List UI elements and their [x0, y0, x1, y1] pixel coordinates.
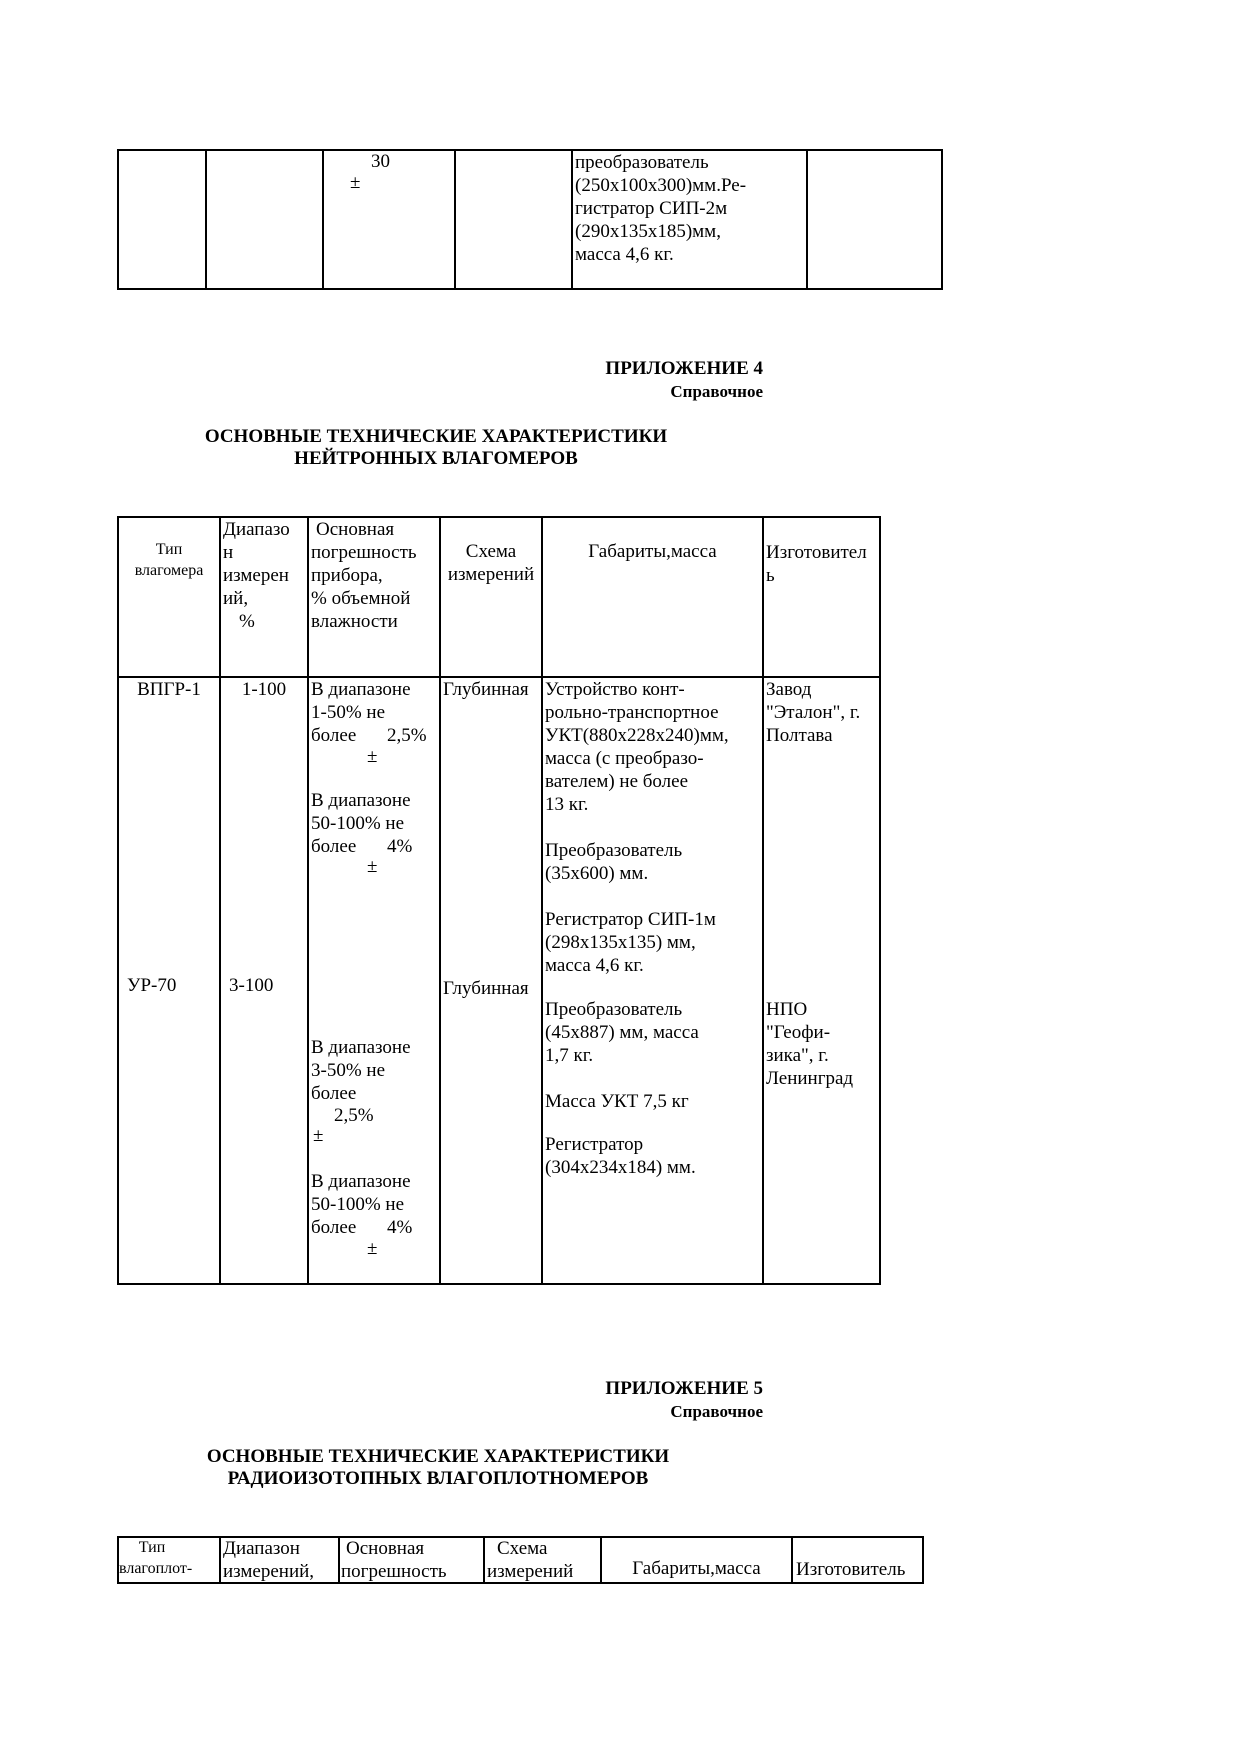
dims-line: вателем) не более: [545, 771, 689, 792]
error-text: более: [311, 1217, 357, 1238]
error-text: 1-50% не: [311, 702, 386, 723]
header-error-line: прибора,: [311, 565, 383, 586]
error-text: 3-50% не: [311, 1060, 386, 1081]
dims-line: Преобразователь: [545, 840, 683, 861]
plus-minus-sign: ±: [367, 856, 378, 877]
top-table-dims-line: (290x135x185)мм,: [575, 221, 721, 242]
error-value: 4%: [387, 1217, 413, 1238]
dims-line: рольно-транспортное: [545, 702, 719, 723]
header-scheme-line: Схема: [497, 1538, 548, 1559]
header-range-line: измерений,: [223, 1561, 315, 1582]
top-table-dims-line: (250x100x300)мм.Ре-: [575, 175, 747, 196]
plus-minus-sign: ±: [367, 1238, 378, 1259]
error-text: более: [311, 725, 357, 746]
dims-line: 13 кг.: [545, 794, 589, 815]
header-type-line: влагомера: [134, 562, 204, 579]
plus-minus-sign: ±: [350, 172, 361, 193]
header-maker-line: ь: [766, 565, 775, 586]
header-type-line: влагоплот-: [119, 1560, 193, 1577]
error-value: 4%: [387, 836, 413, 857]
header-dims: Габариты,масса: [632, 1558, 761, 1579]
plus-minus-sign: ±: [313, 1125, 324, 1146]
appendix-4-title-line2: НЕЙТРОННЫХ ВЛАГОМЕРОВ: [294, 448, 578, 469]
top-table-value: 30: [371, 151, 390, 172]
measurement-scheme: Глубинная: [443, 679, 529, 700]
dims-line: Регистратор СИП-1м: [545, 909, 716, 930]
header-range-line: ий,: [223, 588, 249, 609]
manufacturer-line: "Эталон", г.: [766, 702, 861, 723]
device-type: ВПГР-1: [137, 679, 201, 700]
header-type-line: Тип: [138, 1539, 166, 1556]
error-text: В диапазоне: [311, 1171, 411, 1192]
top-table-dims-line: преобразователь: [575, 152, 709, 173]
header-range-line: н: [223, 542, 234, 563]
manufacturer-line: зика", г.: [766, 1045, 829, 1066]
measurement-range: 1-100: [241, 679, 287, 700]
appendix-4-label: ПРИЛОЖЕНИЕ 4: [605, 358, 763, 379]
error-text: В диапазоне: [311, 790, 411, 811]
dims-line: УКТ(880x228x240)мм,: [545, 725, 729, 746]
appendix-5-type: Справочное: [670, 1402, 763, 1421]
header-range-line: Диапазо: [223, 519, 290, 540]
error-text: В диапазоне: [311, 679, 411, 700]
header-error-line: % объемной: [311, 588, 411, 609]
dims-line: Преобразователь: [545, 999, 683, 1020]
dims-line: масса (с преобразо-: [545, 748, 704, 769]
dims-line: (35x600) мм.: [545, 863, 649, 884]
dims-line: Устройство конт-: [545, 679, 685, 700]
error-value: 2,5%: [387, 725, 427, 746]
header-maker: Изготовитель: [796, 1559, 906, 1580]
error-text: В диапазоне: [311, 1037, 411, 1058]
error-text: 50-100% не: [311, 813, 405, 834]
appendix-4-type: Справочное: [670, 382, 763, 401]
plus-minus-sign: ±: [367, 746, 378, 767]
top-table-dims-line: гистратор СИП-2м: [575, 198, 728, 219]
device-type: УР-70: [127, 975, 177, 996]
dims-line: 1,7 кг.: [545, 1045, 594, 1066]
header-error-line: погрешность: [311, 542, 417, 563]
header-scheme-line: измерений: [487, 1561, 574, 1582]
appendix-5-label: ПРИЛОЖЕНИЕ 5: [605, 1378, 763, 1399]
dims-line: Масса УКТ 7,5 кг: [545, 1091, 689, 1112]
dims-line: (304x234x184) мм.: [545, 1157, 696, 1178]
header-maker-line: Изготовител: [766, 542, 867, 563]
header-range-line: измерен: [223, 565, 289, 586]
manufacturer-line: НПО: [766, 999, 808, 1020]
error-value: 2,5%: [334, 1105, 374, 1126]
manufacturer-line: Завод: [766, 679, 812, 700]
header-error-line: погрешность: [341, 1561, 447, 1582]
dims-line: (298x135x135) мм,: [545, 932, 696, 953]
error-text: более: [311, 1083, 357, 1104]
error-text: 50-100% не: [311, 1194, 405, 1215]
appendix-5-title-line2: РАДИОИЗОТОПНЫХ ВЛАГОПЛОТНОМЕРОВ: [227, 1468, 649, 1489]
measurement-range: 3-100: [229, 975, 274, 996]
dims-line: масса 4,6 кг.: [545, 955, 644, 976]
appendix-4-title-line1: ОСНОВНЫЕ ТЕХНИЧЕСКИЕ ХАРАКТЕРИСТИКИ: [204, 426, 668, 447]
dims-line: Регистратор: [545, 1134, 644, 1155]
header-error-line: Основная: [316, 519, 395, 540]
manufacturer-line: Полтава: [766, 725, 833, 746]
header-dims: Габариты,масса: [588, 541, 717, 562]
header-type-line: Тип: [155, 541, 183, 558]
manufacturer-line: Ленинград: [766, 1068, 854, 1089]
header-range-line: Диапазон: [223, 1538, 300, 1559]
header-error-line: Основная: [346, 1538, 425, 1559]
header-range-line: %: [239, 611, 255, 632]
error-text: более: [311, 836, 357, 857]
dims-line: (45x887) мм, масса: [545, 1022, 699, 1043]
header-scheme-line: Схема: [465, 541, 517, 562]
measurement-scheme: Глубинная: [443, 978, 529, 999]
header-error-line: влажности: [311, 611, 398, 632]
top-table-dims-line: масса 4,6 кг.: [575, 244, 674, 265]
header-scheme-line: измерений: [447, 564, 535, 585]
appendix-5-title-line1: ОСНОВНЫЕ ТЕХНИЧЕСКИЕ ХАРАКТЕРИСТИКИ: [206, 1446, 670, 1467]
manufacturer-line: "Геофи-: [766, 1022, 831, 1043]
